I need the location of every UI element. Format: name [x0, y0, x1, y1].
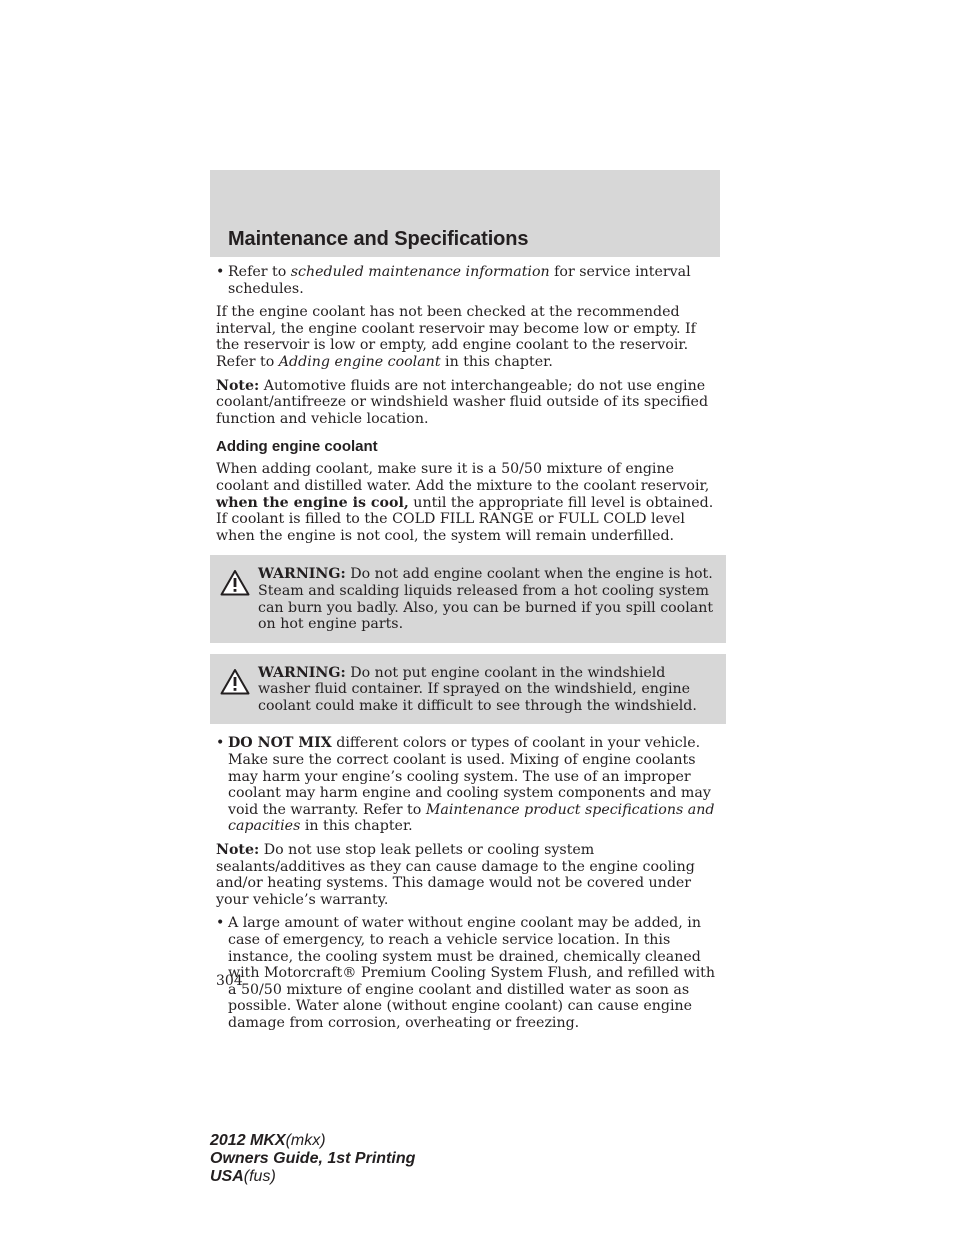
footer-line-region: USA(fus) — [210, 1168, 276, 1185]
warning-box-washer-fluid — [210, 654, 726, 725]
footer-line-guide: Owners Guide, 1st Printing — [210, 1150, 416, 1167]
warning-text: WARNING: Do not put engine coolant in the windshield washer fluid container. If sprayed on the windshield, engine coolant could make it difficult to see through the windshield. — [258, 664, 697, 714]
subsection-heading: Adding engine coolant — [216, 438, 378, 456]
note-label: Note: — [216, 377, 260, 394]
warning-triangle-icon — [220, 569, 250, 596]
document-footer — [210, 1132, 415, 1186]
page-number: 304 — [216, 973, 243, 989]
cross-reference: Adding engine coolant — [278, 353, 441, 370]
warning-label: WARNING: — [258, 566, 346, 583]
warning-box-hot-engine — [210, 555, 726, 642]
section-title: Maintenance and Specifications — [228, 228, 529, 250]
warning-text: WARNING: Do not add engine coolant when the engine is hot. Steam and scalding liquids released from a hot cooling system can burn you badly. Also, you can be burned if you spill coolant on hot engine parts. — [258, 566, 714, 633]
note-stop-leak: Note: Do not use stop leak pellets or cooling system sealants/additives as they can cause damage to the engine cooling and/or heating systems. This damage would not be covered under your vehicle’s warranty. — [216, 842, 695, 908]
bullet-do-not-mix: • DO NOT MIX different colors or types of coolant in your vehicle. Make sure the correct coolant is used. Mixing of engine coolants may harm your engine’s cooling system. The use of an improper coolant may harm engine and cooling system components and may void the warranty. Refer to Maintenance product specifications and capacities in this chapter. — [216, 735, 715, 835]
note-fluids: Note: Automotive fluids are not interchangeable; do not use engine coolant/antifreeze or windshield washer fluid outside of its specified function and vehicle location. — [216, 377, 709, 427]
warning-triangle-icon — [220, 668, 250, 695]
bullet-scheduled-maintenance: • Refer to scheduled maintenance information for service interval schedules. — [216, 264, 691, 297]
cross-reference: Maintenance product specifications and capacities — [228, 801, 715, 835]
page-content — [216, 264, 720, 1039]
paragraph-coolant-check: If the engine coolant has not been checked at the recommended interval, the engine coolant reservoir may become low or empty. If the reservoir is low or empty, add engine coolant to the reservoir. Refer to Adding engine coolant in this chapter. — [216, 304, 696, 370]
bullet-emergency-water: • A large amount of water without engine coolant may be added, in case of emergency, to reach a vehicle service location. In this instance, the cooling system must be drained, chemically cleaned with Motorcraft® Premium Cooling System Flush, and refilled with a 50/50 mixture of engine coolant and distilled water as soon as possible. Water alone (without engine coolant) can cause engine damage from corrosion, overheating or freezing. — [216, 915, 715, 1031]
bullet-marker: • — [216, 735, 225, 752]
bullet-marker: • — [216, 915, 225, 932]
note-label: Note: — [216, 842, 260, 859]
bullet-marker: • — [216, 264, 225, 280]
warning-label: WARNING: — [258, 664, 346, 681]
cross-reference: scheduled maintenance information — [290, 264, 550, 280]
footer-line-model: 2012 MKX(mkx) — [210, 1132, 326, 1149]
paragraph-adding-coolant: When adding coolant, make sure it is a 50/50 mixture of engine coolant and distilled water. Add the mixture to the coolant reservoir, when the engine is cool, until the appropriate fill level is obtained. If coolant is filled to the COLD FILL RANGE or FULL COLD level when the engine is not cool, the system will remain underfilled. — [216, 461, 714, 544]
section-header-band — [210, 170, 720, 257]
